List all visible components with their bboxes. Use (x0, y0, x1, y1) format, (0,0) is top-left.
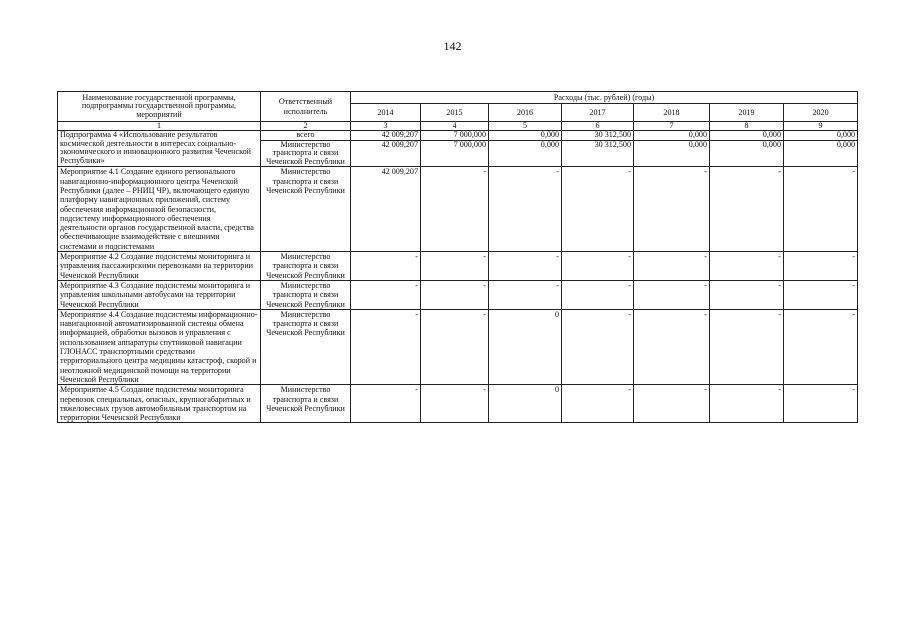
value-cell: - (351, 309, 421, 384)
value-cell: 0,000 (784, 140, 858, 167)
year-2019: 2019 (710, 104, 784, 122)
year-2020: 2020 (784, 104, 858, 122)
value-cell: 0,000 (489, 131, 562, 141)
executor-cell: Министерство транспорта и связи Чеченской Республики (261, 140, 351, 167)
value-cell: - (351, 252, 421, 281)
value-cell: - (562, 167, 634, 252)
value-cell: 0,000 (634, 131, 710, 141)
value-cell: 30 312,500 (562, 131, 634, 141)
value-cell: - (562, 280, 634, 309)
value-cell: 7 000,000 (421, 140, 489, 167)
value-cell: - (710, 280, 784, 309)
measure-name: Мероприятие 4.5 Создание подсистемы мониторинга перевозок специальных, опасных, крупногабаритных и тяжеловесных грузов автомобильным транспортом на территории Чеченской Республики (58, 385, 261, 423)
year-2014: 2014 (351, 104, 421, 122)
subprogram-name: Подпрограмма 4 «Использование результатов космической деятельности в интересах социально-экономического и инновационного развития Чеченской Республики» (58, 131, 261, 167)
total-label: всего (261, 131, 351, 141)
value-cell: - (562, 385, 634, 423)
value-cell: - (351, 385, 421, 423)
executor-cell: Министерство транспорта и связи Чеченской Республики (261, 309, 351, 384)
measure-row (58, 167, 858, 252)
measure-name: Мероприятие 4.4 Создание подсистемы информационно-навигационной автоматизированной системы обмена информацией, обработки вызовов и управления с использованием аппаратуры спутниковой навигации ГЛОНАСС транспортными средствами территориального центра медицины катастроф, скорой и неотложной медицинской помощи на территории Чеченской Республики (58, 309, 261, 384)
executor-cell: Министерство транспорта и связи Чеченской Республики (261, 280, 351, 309)
year-2016: 2016 (489, 104, 562, 122)
value-cell: - (562, 252, 634, 281)
value-cell: - (784, 385, 858, 423)
value-cell: 0 (489, 309, 562, 384)
measure-name: Мероприятие 4.3 Создание подсистемы мониторинга и управления школьными автобусами на территории Чеченской Республики (58, 280, 261, 309)
value-cell: - (421, 385, 489, 423)
value-cell: - (421, 252, 489, 281)
value-cell: - (421, 309, 489, 384)
value-cell: - (421, 280, 489, 309)
value-cell: 42 009,207 (351, 140, 421, 167)
value-cell: - (421, 167, 489, 252)
measure-name: Мероприятие 4.1 Создание единого регионального навигационно-информационного центра Чеченской Республики (далее – РНИЦ ЧР), включающего единую платформу навигационных приложений, систему обеспечения информационной безопасности, подсистему информационного обеспечения деятельности органов государственной власти, средства обеспечивающие взаимодействие с внешними системами и подсистемами (58, 167, 261, 252)
measure-name: Мероприятие 4.2 Создание подсистемы мониторинга и управления пассажирскими перевозками на территории Чеченской Республики (58, 252, 261, 281)
measure-row (58, 252, 858, 281)
page-number: 142 (443, 39, 462, 53)
value-cell: - (634, 280, 710, 309)
executor-cell: Министерство транспорта и связи Чеченской Республики (261, 252, 351, 281)
col-number: 7 (634, 122, 710, 131)
value-cell: - (634, 309, 710, 384)
expenses-table (57, 91, 858, 423)
value-cell: - (784, 309, 858, 384)
value-cell: - (710, 309, 784, 384)
value-cell: - (784, 280, 858, 309)
value-cell: - (784, 252, 858, 281)
value-cell: - (562, 309, 634, 384)
value-cell: - (710, 167, 784, 252)
value-cell: 30 312,500 (562, 140, 634, 167)
measure-row (58, 280, 858, 309)
value-cell: 0,000 (710, 131, 784, 141)
value-cell: 0,000 (634, 140, 710, 167)
value-cell: - (710, 385, 784, 423)
col-number: 4 (421, 122, 489, 131)
header-row-top (58, 92, 858, 104)
value-cell: 0,000 (489, 140, 562, 167)
col-number: 2 (261, 122, 351, 131)
value-cell: - (634, 252, 710, 281)
value-cell: - (489, 252, 562, 281)
subprogram-total-row (58, 131, 858, 141)
header-executor: Ответственный исполнитель (261, 92, 351, 122)
value-cell: - (489, 280, 562, 309)
measure-row (58, 385, 858, 423)
header-name: Наименование государственной программы, подпрограммы государственной программы, мероприятий (58, 92, 261, 122)
value-cell: - (634, 167, 710, 252)
value-cell: - (784, 167, 858, 252)
col-number: 1 (58, 122, 261, 131)
col-number: 8 (710, 122, 784, 131)
value-cell: - (710, 252, 784, 281)
col-number: 3 (351, 122, 421, 131)
year-2017: 2017 (562, 104, 634, 122)
value-cell: - (634, 385, 710, 423)
col-number: 9 (784, 122, 858, 131)
year-2015: 2015 (421, 104, 489, 122)
value-cell: 42 009,207 (351, 167, 421, 252)
column-numbers-row (58, 122, 858, 131)
value-cell: - (489, 167, 562, 252)
measure-row (58, 309, 858, 384)
value-cell: 0 (489, 385, 562, 423)
value-cell: 7 000,000 (421, 131, 489, 141)
executor-cell: Министерство транспорта и связи Чеченской Республики (261, 167, 351, 252)
value-cell: 0,000 (784, 131, 858, 141)
value-cell: - (351, 280, 421, 309)
value-cell: 0,000 (710, 140, 784, 167)
col-number: 6 (562, 122, 634, 131)
col-number: 5 (489, 122, 562, 131)
value-cell: 42 009,207 (351, 131, 421, 141)
year-2018: 2018 (634, 104, 710, 122)
executor-cell: Министерство транспорта и связи Чеченской Республики (261, 385, 351, 423)
header-expenses: Расходы (тыс. рублей) (годы) (351, 92, 858, 104)
